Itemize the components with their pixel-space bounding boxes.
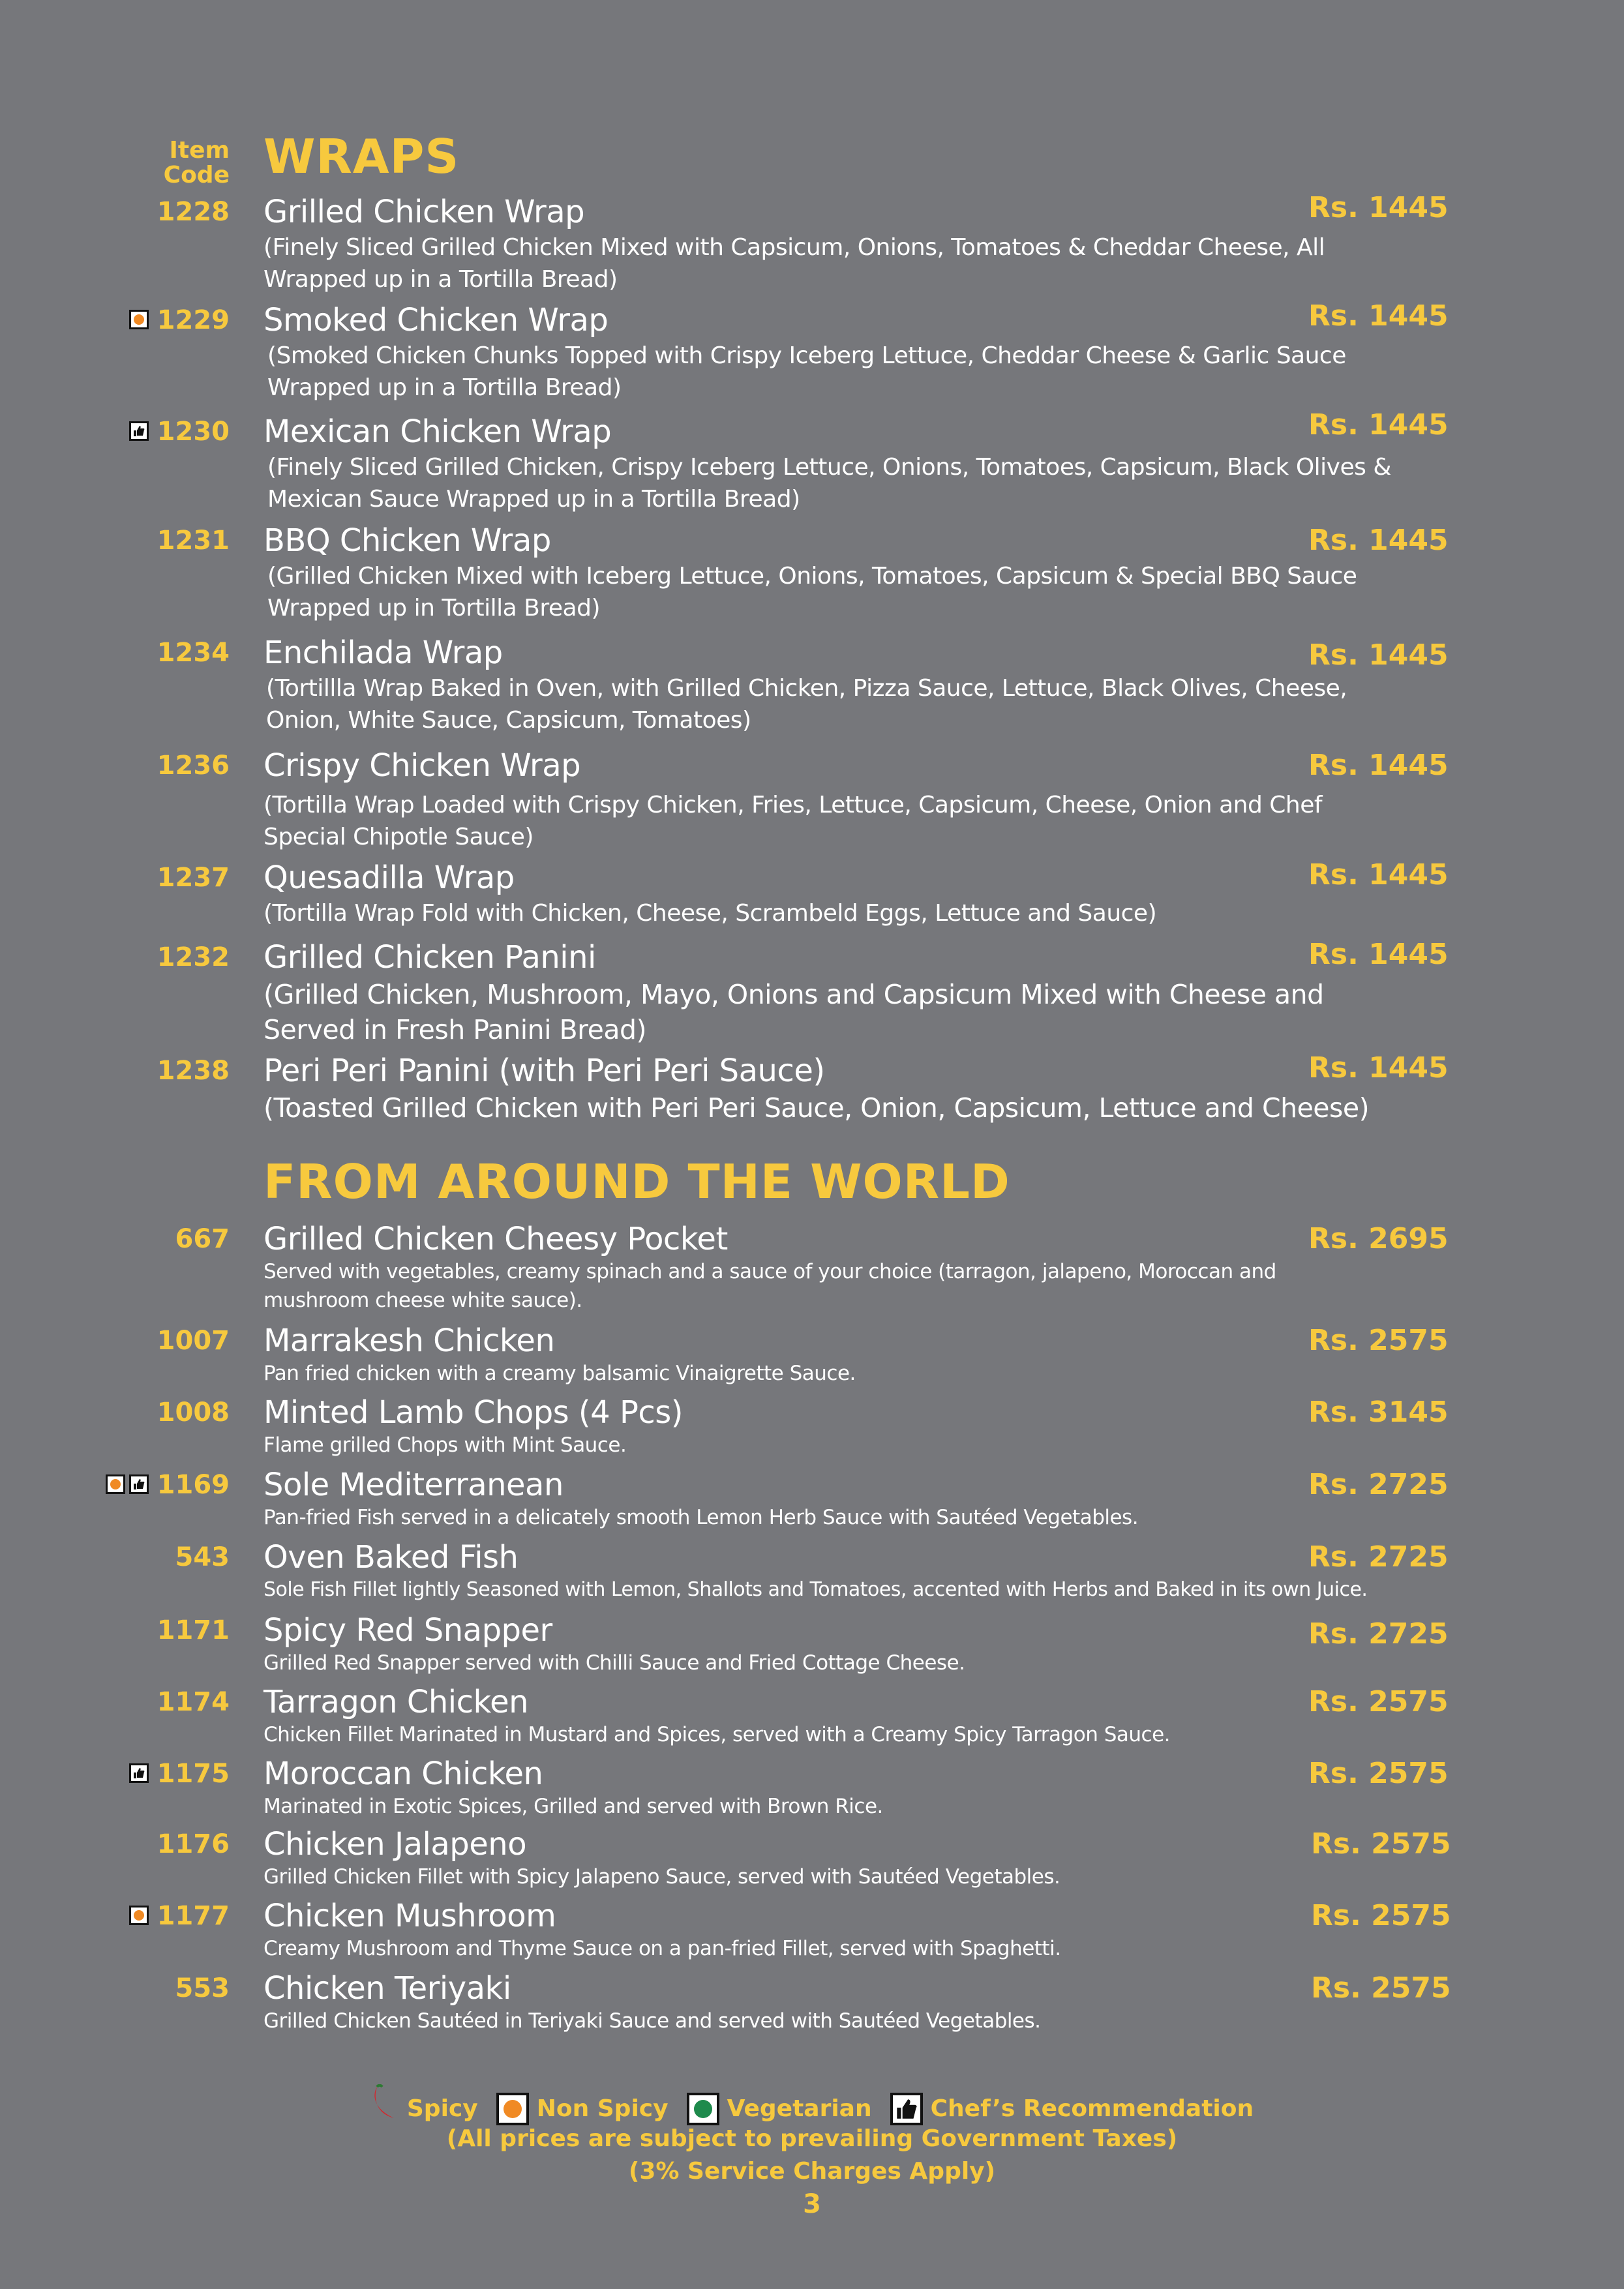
item-price: Rs. 2575 (1311, 1899, 1451, 1932)
item-code: 1007 (157, 1326, 230, 1356)
item-name: Oven Baked Fish (263, 1539, 519, 1576)
item-price: Rs. 1445 (1308, 749, 1449, 782)
item-description: (Toasted Grilled Chicken with Peri Peri Sauce, Onion, Capsicum, Lettuce and Cheese) (263, 1092, 1370, 1124)
item-description: (Grilled Chicken Mixed with Iceberg Lettuce, Onions, Tomatoes, Capsicum & Special BBQ Sauce Wrapped up in Tortilla Bread) (267, 563, 1357, 621)
item-description: Served with vegetables, creamy spinach and a sauce of your choice (tarragon, jalapeno, Moroccan and mushroom cheese white sauce). (263, 1260, 1276, 1312)
item-code-header: Item Code (163, 137, 230, 188)
item-code: 1169 (157, 1470, 230, 1500)
section-title-wraps: WRAPS (263, 129, 460, 184)
item-name: BBQ Chicken Wrap (263, 522, 551, 559)
item-name: Tarragon Chicken (263, 1684, 529, 1720)
item-name: Minted Lamb Chops (4 Pcs) (263, 1394, 684, 1431)
item-code: 1177 (157, 1901, 230, 1931)
item-name: Chicken Mushroom (263, 1898, 556, 1934)
item-price: Rs. 1445 (1308, 191, 1449, 224)
item-name: Peri Peri Panini (with Peri Peri Sauce) (263, 1053, 825, 1089)
item-description: Creamy Mushroom and Thyme Sauce on a pan-fried Fillet, served with Spaghetti. (263, 1937, 1061, 1960)
item-price: Rs. 1445 (1308, 524, 1449, 557)
legend-label: Non Spicy (536, 2095, 669, 2122)
item-description: Grilled Chicken Fillet with Spicy Jalapeno Sauce, served with Sautéed Vegetables. (263, 1865, 1060, 1889)
item-price: Rs. 2725 (1308, 1468, 1449, 1501)
item-name: Quesadilla Wrap (263, 860, 515, 896)
item-name: Smoked Chicken Wrap (263, 302, 609, 338)
item-price: Rs. 1445 (1308, 938, 1449, 971)
item-code: 1231 (157, 526, 230, 556)
item-name: Mexican Chicken Wrap (263, 413, 612, 450)
item-price: Rs. 1445 (1308, 408, 1449, 441)
item-name: Grilled Chicken Wrap (263, 194, 585, 230)
item-description: (Smoked Chicken Chunks Topped with Crispy Iceberg Lettuce, Cheddar Cheese & Garlic Sauce Wrapped up in a Tortilla Bread) (267, 342, 1346, 401)
item-code: 543 (175, 1542, 230, 1572)
item-code: 1171 (157, 1615, 230, 1645)
item-name: Crispy Chicken Wrap (263, 747, 581, 784)
item-code: 1229 (157, 305, 230, 335)
item-price: Rs. 3145 (1308, 1396, 1449, 1429)
item-code: 1236 (157, 751, 230, 781)
item-name: Enchilada Wrap (263, 635, 503, 671)
item-description: (Tortillla Wrap Baked in Oven, with Grilled Chicken, Pizza Sauce, Lettuce, Black Olives, Cheese, Onion, White Sauce, Capsicum, Tomatoes) (266, 675, 1347, 734)
item-description: Sole Fish Fillet lightly Seasoned with Lemon, Shallots and Tomatoes, accented with Herbs and Baked in its own Juice. (263, 1578, 1368, 1601)
item-description: (Tortilla Wrap Fold with Chicken, Cheese, Scrambeld Eggs, Lettuce and Sauce) (263, 900, 1157, 927)
item-name: Chicken Teriyaki (263, 1970, 511, 2007)
item-code: 553 (175, 1973, 230, 2003)
item-description: Grilled Red Snapper served with Chilli Sauce and Fried Cottage Cheese. (263, 1651, 965, 1675)
chefs-recommendation-icon (890, 2093, 923, 2125)
item-code: 1237 (157, 863, 230, 893)
item-code: 1238 (157, 1056, 230, 1086)
item-code: 1230 (157, 417, 230, 447)
section-title-around-the-world: FROM AROUND THE WORLD (263, 1154, 1010, 1209)
item-description: (Finely Sliced Grilled Chicken, Crispy Iceberg Lettuce, Onions, Tomatoes, Capsicum, Black Olives & Mexican Sauce Wrapped up in a Tortilla Bread) (267, 454, 1391, 513)
item-price: Rs. 2725 (1308, 1540, 1449, 1574)
item-name: Chicken Jalapeno (263, 1826, 527, 1863)
item-price: Rs. 2575 (1308, 1685, 1449, 1718)
item-name: Grilled Chicken Cheesy Pocket (263, 1221, 728, 1257)
item-name: Sole Mediterranean (263, 1467, 564, 1503)
legend-label: Spicy (406, 2095, 478, 2122)
item-price: Rs. 2575 (1311, 1971, 1451, 2005)
item-description: Marinated in Exotic Spices, Grilled and served with Brown Rice. (263, 1795, 883, 1818)
item-price: Rs. 2695 (1308, 1222, 1449, 1255)
item-price: Rs. 1445 (1308, 299, 1449, 333)
item-description: Pan fried chicken with a creamy balsamic Vinaigrette Sauce. (263, 1362, 856, 1385)
item-name: Grilled Chicken Panini (263, 939, 596, 976)
item-code: 1008 (157, 1398, 230, 1428)
item-code: 1228 (157, 197, 230, 227)
item-price: Rs. 1445 (1308, 858, 1449, 891)
item-description: Flame grilled Chops with Mint Sauce. (263, 1433, 627, 1457)
item-price: Rs. 2725 (1308, 1617, 1449, 1651)
non-spicy-icon (496, 2093, 529, 2125)
item-description: (Finely Sliced Grilled Chicken Mixed with Capsicum, Onions, Tomatoes & Cheddar Cheese, All Wrapped up in a Tortilla Bread) (263, 234, 1325, 293)
item-code: 667 (175, 1224, 230, 1254)
item-price: Rs. 2575 (1308, 1757, 1449, 1790)
item-description: Pan-fried Fish served in a delicately smooth Lemon Herb Sauce with Sautéed Vegetables. (263, 1506, 1139, 1529)
item-price: Rs. 1445 (1308, 1051, 1449, 1085)
item-code: 1234 (157, 638, 230, 668)
item-name: Spicy Red Snapper (263, 1612, 552, 1649)
service-charge-note: (3% Service Charges Apply) (628, 2158, 996, 2185)
taxes-note: (All prices are subject to prevailing Government Taxes) (446, 2125, 1178, 2152)
item-code: 1232 (157, 942, 230, 972)
item-name: Marrakesh Chicken (263, 1323, 555, 1359)
vegetarian-icon (687, 2093, 719, 2125)
item-description: Chicken Fillet Marinated in Mustard and Spices, served with a Creamy Spicy Tarragon Sauce. (263, 1723, 1170, 1746)
item-description: Grilled Chicken Sautéed in Teriyaki Sauce and served with Sautéed Vegetables. (263, 2009, 1041, 2033)
item-price: Rs. 2575 (1308, 1324, 1449, 1357)
item-code: 1176 (157, 1829, 230, 1859)
item-name: Moroccan Chicken (263, 1756, 543, 1792)
item-price: Rs. 1445 (1308, 638, 1449, 672)
legend-label: Vegetarian (727, 2095, 872, 2122)
item-code: 1175 (157, 1759, 230, 1789)
item-description: (Grilled Chicken, Mushroom, Mayo, Onions and Capsicum Mixed with Cheese and Served in Fresh Panini Bread) (263, 979, 1324, 1045)
non-spicy-icon (106, 1474, 125, 1494)
item-code: 1174 (157, 1687, 230, 1717)
legend-label: Chef’s Recommendation (930, 2095, 1254, 2122)
item-price: Rs. 2575 (1311, 1827, 1451, 1861)
page-number: 3 (803, 2189, 821, 2219)
item-description: (Tortilla Wrap Loaded with Crispy Chicken, Fries, Lettuce, Capsicum, Cheese, Onion and Chef Special Chipotle Sauce) (263, 792, 1323, 850)
